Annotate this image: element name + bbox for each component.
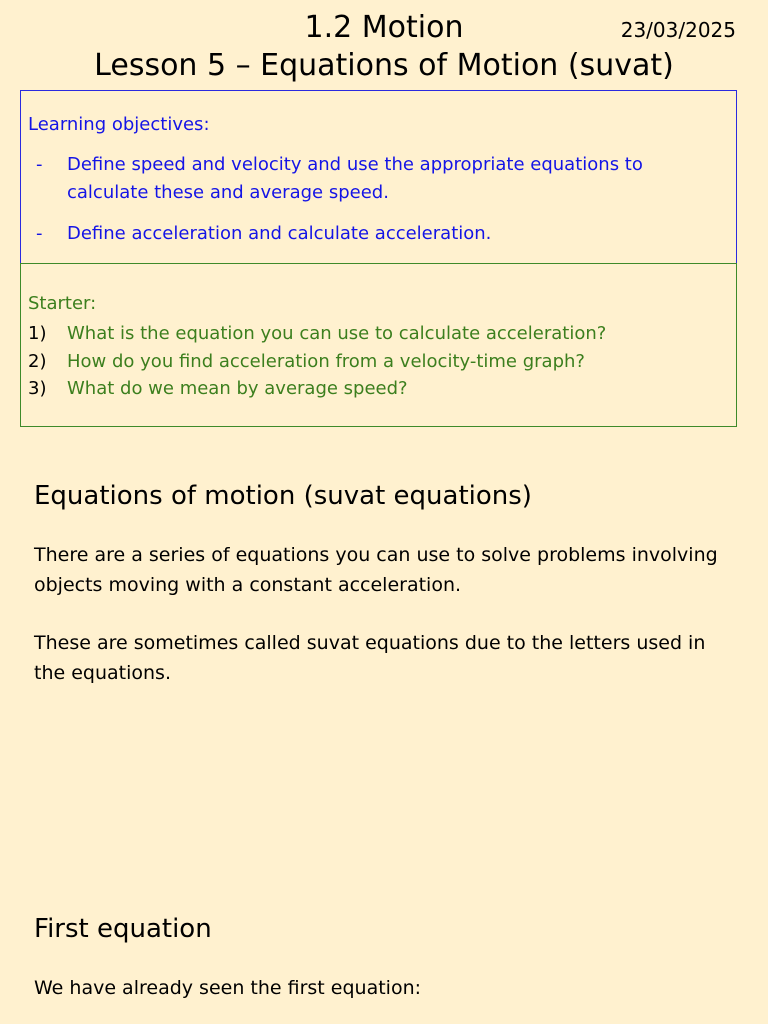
question-text: What is the equation you can use to calculate acceleration? — [67, 323, 607, 344]
objective-item — [28, 151, 728, 207]
suvat-name-paragraph: These are sometimes called suvat equations due to the letters used in the equations. — [34, 632, 706, 684]
section-heading-first-equation: First equation — [34, 914, 212, 944]
bullet-dash: - — [36, 223, 43, 244]
objective-text: Define speed and velocity and use the appropriate equations to calculate these and average speed. — [67, 154, 643, 203]
topic-title: 1.2 Motion — [304, 10, 464, 45]
question-number: 1) — [28, 323, 47, 344]
lesson-date: 23/03/2025 — [620, 18, 736, 42]
objective-text: Define acceleration and calculate acceleration. — [67, 223, 492, 244]
learning-objectives-heading: Learning objectives: — [28, 114, 210, 135]
lesson-title: Lesson 5 – Equations of Motion (suvat) — [94, 48, 674, 83]
section-heading-suvat: Equations of motion (suvat equations) — [34, 481, 532, 511]
suvat-intro-paragraph: There are a series of equations you can use to solve problems involving objects moving with a constant acceleration. — [34, 544, 718, 596]
starter-question — [28, 375, 728, 403]
learning-objectives-box — [20, 90, 737, 264]
starter-question — [28, 320, 728, 348]
starter-heading: Starter: — [28, 293, 97, 314]
question-text: What do we mean by average speed? — [67, 378, 408, 399]
question-number: 3) — [28, 378, 47, 399]
starter-box — [20, 263, 737, 427]
objective-item — [28, 220, 728, 248]
starter-question — [28, 348, 728, 376]
question-number: 2) — [28, 351, 47, 372]
bullet-dash: - — [36, 154, 43, 175]
first-equation-paragraph: We have already seen the first equation: — [34, 977, 422, 999]
question-text: How do you find acceleration from a velocity-time graph? — [67, 351, 585, 372]
